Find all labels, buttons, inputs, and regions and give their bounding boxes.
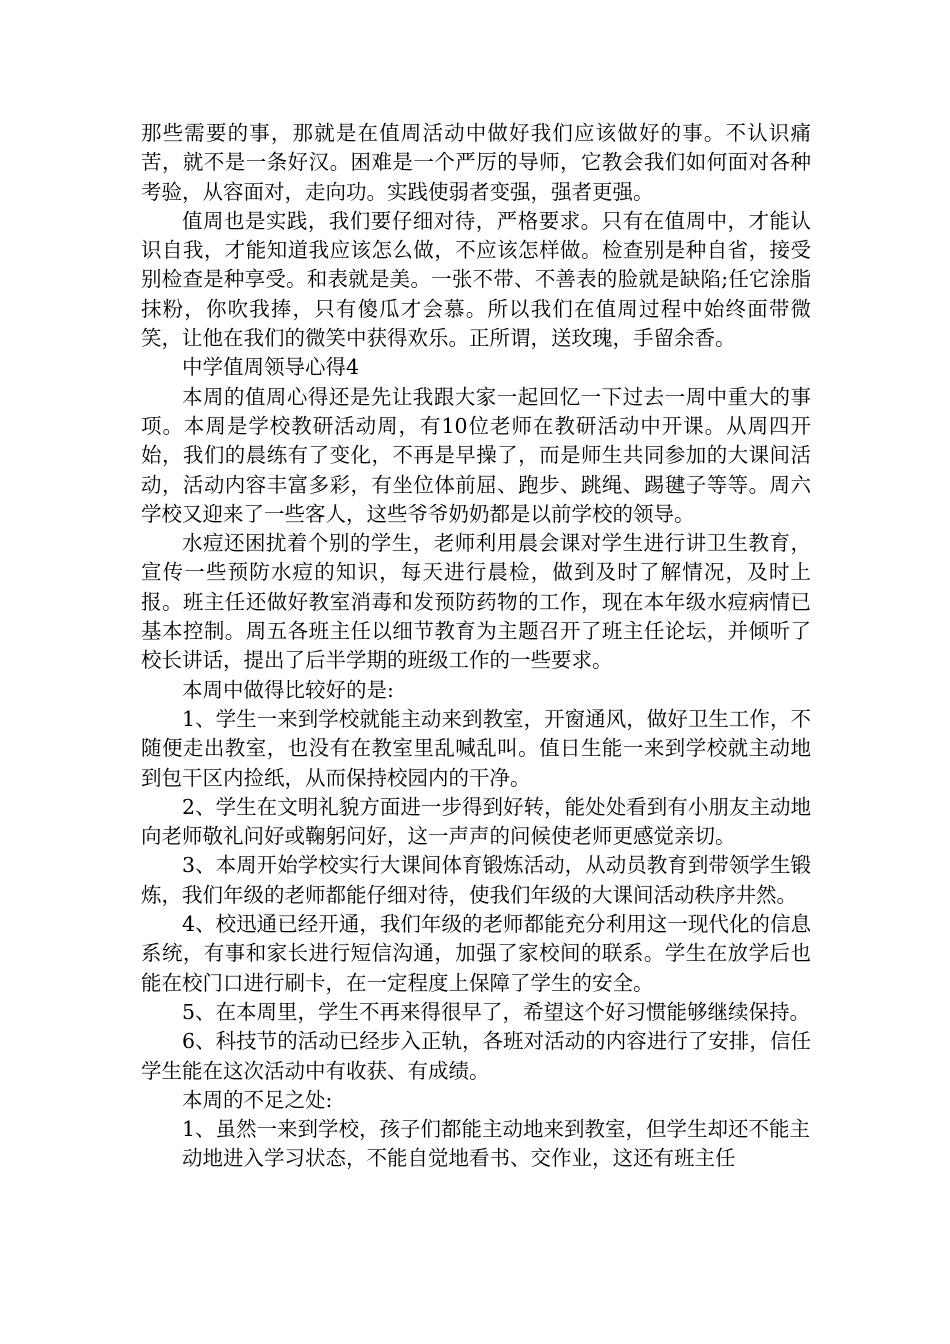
paragraph: 动地进入学习状态，不能自觉地看书、交作业，这还有班主任: [182, 1146, 736, 1171]
list-item: 1、学生一来到学校就能主动来到教室，开窗通风，做好卫生工作，不随便走出教室，也没有在教室里乱喊乱叫。值日生能一来到学校就主动地到包干区内捡纸，从而保持校园内的干净。: [141, 706, 811, 790]
list-item: 2、学生在文明礼貌方面进一步得到好转，能处处看到有小朋友主动地向老师敬礼问好或鞠躬问好，这一声声的问候使老师更感觉亲切。: [141, 794, 811, 849]
list-item: 4、校迅通已经开通，我们年级的老师都能充分利用这一现代化的信息系统，有事和家长进行短信沟通，加强了家校间的联系。学生在放学后也能在校门口进行刷卡，在一定程度上保障了学生的安全。: [141, 912, 811, 995]
list-item: 6、科技节的活动已经步入正轨，各班对活动的内容进行了安排，信任学生能在这次活动中有收获、有成绩。: [141, 1029, 811, 1083]
list-item: 1、虽然一来到学校，孩子们都能主动地来到教室，但学生却还不能主: [182, 1117, 811, 1142]
list-item: 5、在本周里，学生不再来得很早了，希望这个好习惯能够继续保持。: [182, 999, 811, 1024]
document-page: [141, 119, 811, 1174]
paragraph: 水痘还困扰着个别的学生，老师利用晨会课对学生进行讲卫生教育，宣传一些预防水痘的知识，每天进行晨检，做到及时了解情况，及时上报。班主任还做好教室消毒和发预防药物的工作，现在本年级水痘病情已基本控制。周五各班主任以细节教育为主题召开了班主任论坛，并倾听了校长讲话，提出了后半学期的班级工作的一些要求。: [141, 531, 811, 673]
section-heading: 中学值周领导心得4: [182, 355, 360, 380]
paragraph: 本周的不足之处:: [182, 1087, 333, 1112]
paragraph: 那些需要的事，那就是在值周活动中做好我们应该做好的事。不认识痛苦，就不是一条好汉。困难是一个严厉的导师，它教会我们如何面对各种考验，从容面对，走向功。实践使弱者变强，强者更强。: [141, 121, 811, 204]
paragraph: 本周的值周心得还是先让我跟大家一起回忆一下过去一周中重大的事项。本周是学校教研活动周，有10位老师在教研活动中开课。从周四开始，我们的晨练有了变化，不再是早操了，而是师生共同参加的大课间活动，活动内容丰富多彩，有坐位体前屈、跑步、跳绳、踢毽子等等。周六学校又迎来了一些客人，这些爷爷奶奶都是以前学校的领导。: [141, 384, 811, 526]
paragraph: 值周也是实践，我们要仔细对待，严格要求。只有在值周中，才能认识自我，才能知道我应该怎么做，不应该怎样做。检查别是种自省，接受别检查是种享受。和表就是美。一张不带、不善表的脸就是缺陷;任它涂脂抹粉，你吹我捧，只有傻瓜才会慕。所以我们在值周过程中始终面带微笑，让他在我们的微笑中获得欢乐。正所谓，送玫瑰，手留余香。: [141, 208, 811, 351]
list-item: 3、本周开始学校实行大课间体育锻炼活动，从动员教育到带领学生锻炼，我们年级的老师都能仔细对待，使我们年级的大课间活动秩序井然。: [141, 853, 811, 907]
paragraph: 本周中做得比较好的是:: [182, 677, 394, 702]
